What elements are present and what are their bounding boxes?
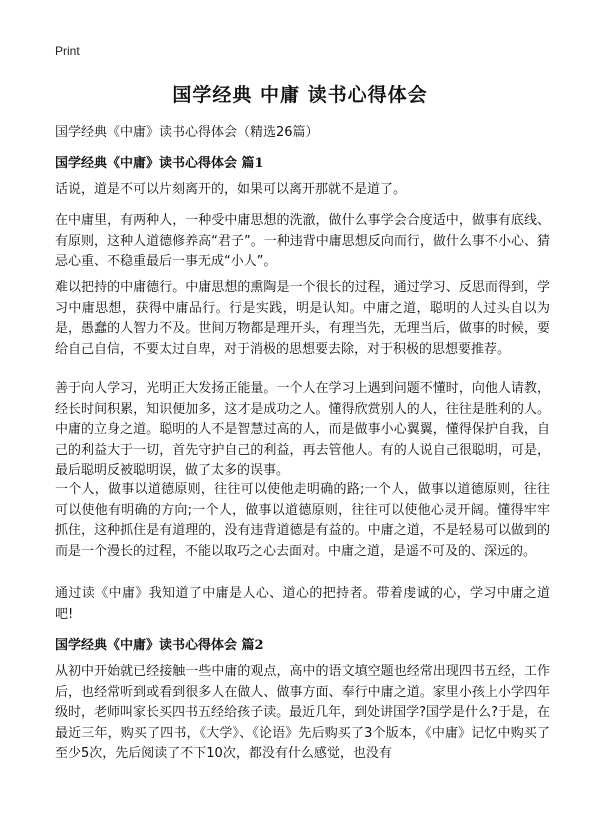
section-heading-2: 国学经典《中庸》读书心得体会 篇2 [55, 638, 264, 653]
section-heading-1: 国学经典《中庸》读书心得体会 篇1 [55, 156, 264, 171]
page-title: 国学经典 中庸 读书心得体会 [172, 84, 428, 106]
document-subtitle: 国学经典《中庸》读书心得体会（精选26篇） [55, 125, 319, 140]
section-1-paragraph-1: 话说，道是不可以片刻离开的，如果可以离开那就不是道了。 [55, 182, 407, 197]
section-1-paragraph-4: 善于向人学习，光明正大发扬正能量。一个人在学习上遇到问题不懂时，向他人请教，经长时间积累，知识便加多，这才是成功之人。懂得欣赏别人的人，往往是胜利的人。中庸的立身之道。聪明的人不是智慧过高的人，而是做事小心翼翼，懂得保护自我，自己的利益大于一切，首先守护自己的利益，再去管他人。有的人说自己很聪明，可是，最后聪明反被聪明误，做了太多的误事。 [55, 381, 550, 478]
section-1-paragraph-3: 难以把持的中庸德行。中庸思想的熏陶是一个很长的过程，通过学习、反思而得到，学习中庸思想，获得中庸品行。行是实践，明是认知。中庸之道，聪明的人过头自以为是，愚蠢的人智力不及。世间万物都是理开头，有理当先，无理当后，做事的时候，要给自己自信，不要太过自卑，对于消极的思想要去除，对于积极的思想要推荐。 [55, 280, 550, 357]
print-link[interactable]: Print [55, 44, 80, 58]
section-1-paragraph-6: 通过读《中庸》我知道了中庸是人心、道心的把持者。带着虔诚的心，学习中庸之道吧! [55, 586, 550, 622]
section-2-paragraph-1: 从初中开始就已经接触一些中庸的观点，高中的语文填空题也经常出现四书五经，工作后，也经常听到或看到很多人在做人、做事方面、奉行中庸之道。家里小孩上小学四年级时，老师叫家长买四书五经给孩子读。最近几年，到处讲国学?国学是什么?于是，在最近三年，购买了四书，《大学》、《论语》先后购买了3个版本，《中庸》记忆中购买了至少5次，先后阅读了不下10次，都没有什么感觉，也没有 [55, 664, 550, 761]
section-1-paragraph-5: 一个人，做事以道德原则，往往可以使他走明确的路;一个人，做事以道德原则，往往可以使他有明确的方向;一个人，做事以道德原则，往往可以使他心灵开阔。懂得牢牢抓住，这种抓住是有道理的，没有违背道德是有益的。中庸之道，不是轻易可以做到的而是一个漫长的过程，不能以取巧之心去面对。中庸之道，是遥不可及的、深远的。 [55, 482, 550, 559]
section-1-paragraph-2: 在中庸里，有两种人，一种受中庸思想的洗澈，做什么事学会合度适中，做事有底线、有原则，这种人道德修养高“君子”。一种违背中庸思想反向而行，做什么事不小心、猜忌心重、不稳重最后一事无成“小人”。 [55, 213, 550, 269]
